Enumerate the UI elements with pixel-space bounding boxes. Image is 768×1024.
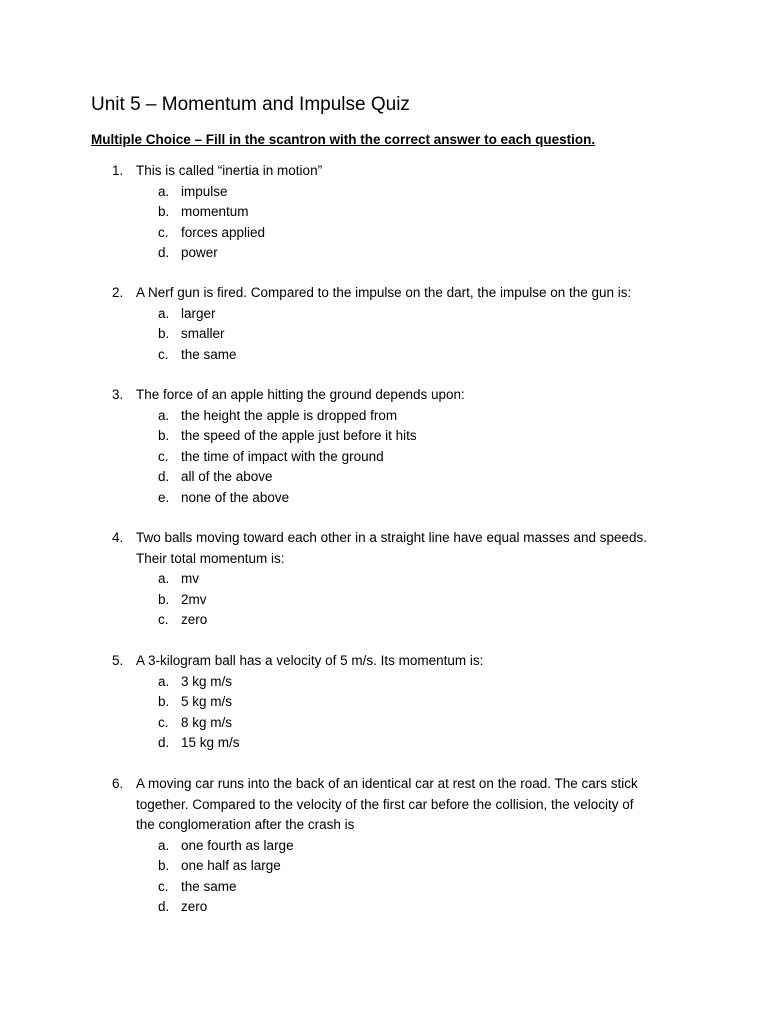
option-letter: b. [158,428,170,443]
question-number: 3. [112,387,124,402]
answer-option [0,610,768,631]
option-text: the same [181,346,237,362]
answer-option [0,223,768,244]
option-letter: a. [158,837,170,853]
question-text: Two balls moving toward each other in a straight line have equal masses and speeds. [136,530,648,545]
option-letter: a. [158,407,170,423]
option-text: the height the apple is dropped from [181,407,398,423]
answer-option [0,569,768,590]
option-text: larger [181,305,216,321]
answer-option [0,672,768,693]
answer-option [0,182,768,203]
option-letter: a. [158,673,170,689]
question-text: the conglomeration after the crash is [136,817,355,832]
question-text: A moving car runs into the back of an identical car at rest on the road. The cars stick [136,776,638,791]
page-title: Unit 5 – Momentum and Impulse Quiz [91,94,410,115]
question-number: 4. [112,530,124,545]
option-text: 3 kg m/s [181,673,233,689]
answer-option [0,590,768,611]
option-text: one half as large [181,858,281,873]
option-letter: b. [158,858,170,873]
answer-option [0,897,768,918]
option-letter: c. [158,346,169,362]
option-letter: c. [158,224,169,240]
option-text: zero [181,899,208,914]
option-text: 15 kg m/s [181,735,240,750]
answer-option [0,836,768,857]
option-letter: d. [158,735,170,750]
option-letter: a. [158,305,170,321]
option-text: all of the above [181,469,273,484]
option-text: none of the above [181,489,290,505]
option-text: 2mv [181,591,207,607]
option-letter: b. [158,326,170,341]
instructions: Multiple Choice – Fill in the scantron with the correct answer to each question. [91,132,596,147]
option-letter: b. [158,694,170,709]
question-text: together. Compared to the velocity of the first car before the collision, the velocity of [136,796,634,812]
question-text: A 3-kilogram ball has a velocity of 5 m/s. Its momentum is: [136,653,484,668]
answer-option [0,202,768,223]
question-text: Their total momentum is: [136,550,285,566]
question-text: The force of an apple hitting the ground depends upon: [136,387,465,402]
option-text: impulse [181,183,228,199]
option-text: the speed of the apple just before it hits [181,428,417,443]
answer-option [0,243,768,264]
option-letter: c. [158,448,169,464]
option-letter: a. [158,183,170,199]
answer-option [0,345,768,366]
answer-option [0,406,768,427]
option-letter: d. [158,899,170,914]
option-letter: b. [158,591,170,607]
question-text: A Nerf gun is fired. Compared to the impulse on the dart, the impulse on the gun is: [136,285,632,300]
question-number: 6. [112,776,124,791]
option-text: zero [181,612,208,627]
option-text: mv [181,571,199,586]
option-letter: d. [158,245,170,260]
answer-option [0,304,768,325]
option-text: momentum [181,204,249,219]
answer-option [0,467,768,488]
question-text: This is called “inertia in motion” [136,163,323,178]
option-letter: e. [158,489,170,505]
question-number: 2. [112,285,124,300]
option-letter: b. [158,204,170,219]
answer-option [0,324,768,345]
option-text: forces applied [181,224,266,240]
answer-option [0,426,768,447]
answer-option [0,447,768,468]
answer-option [0,488,768,509]
answer-option [0,692,768,713]
answer-option [0,877,768,898]
answer-option [0,713,768,734]
question-number: 5. [112,653,124,668]
option-text: the same [181,878,237,894]
question-number: 1. [112,163,124,178]
option-letter: d. [158,469,170,484]
option-text: 5 kg m/s [181,694,233,709]
option-text: the time of impact with the ground [181,448,384,464]
option-text: one fourth as large [181,837,294,853]
option-text: smaller [181,326,225,341]
option-letter: c. [158,878,169,894]
answer-option [0,856,768,877]
option-text: power [181,245,218,260]
option-letter: a. [158,571,170,586]
answer-option [0,733,768,754]
option-letter: c. [158,714,169,730]
option-text: 8 kg m/s [181,714,233,730]
option-letter: c. [158,612,169,627]
